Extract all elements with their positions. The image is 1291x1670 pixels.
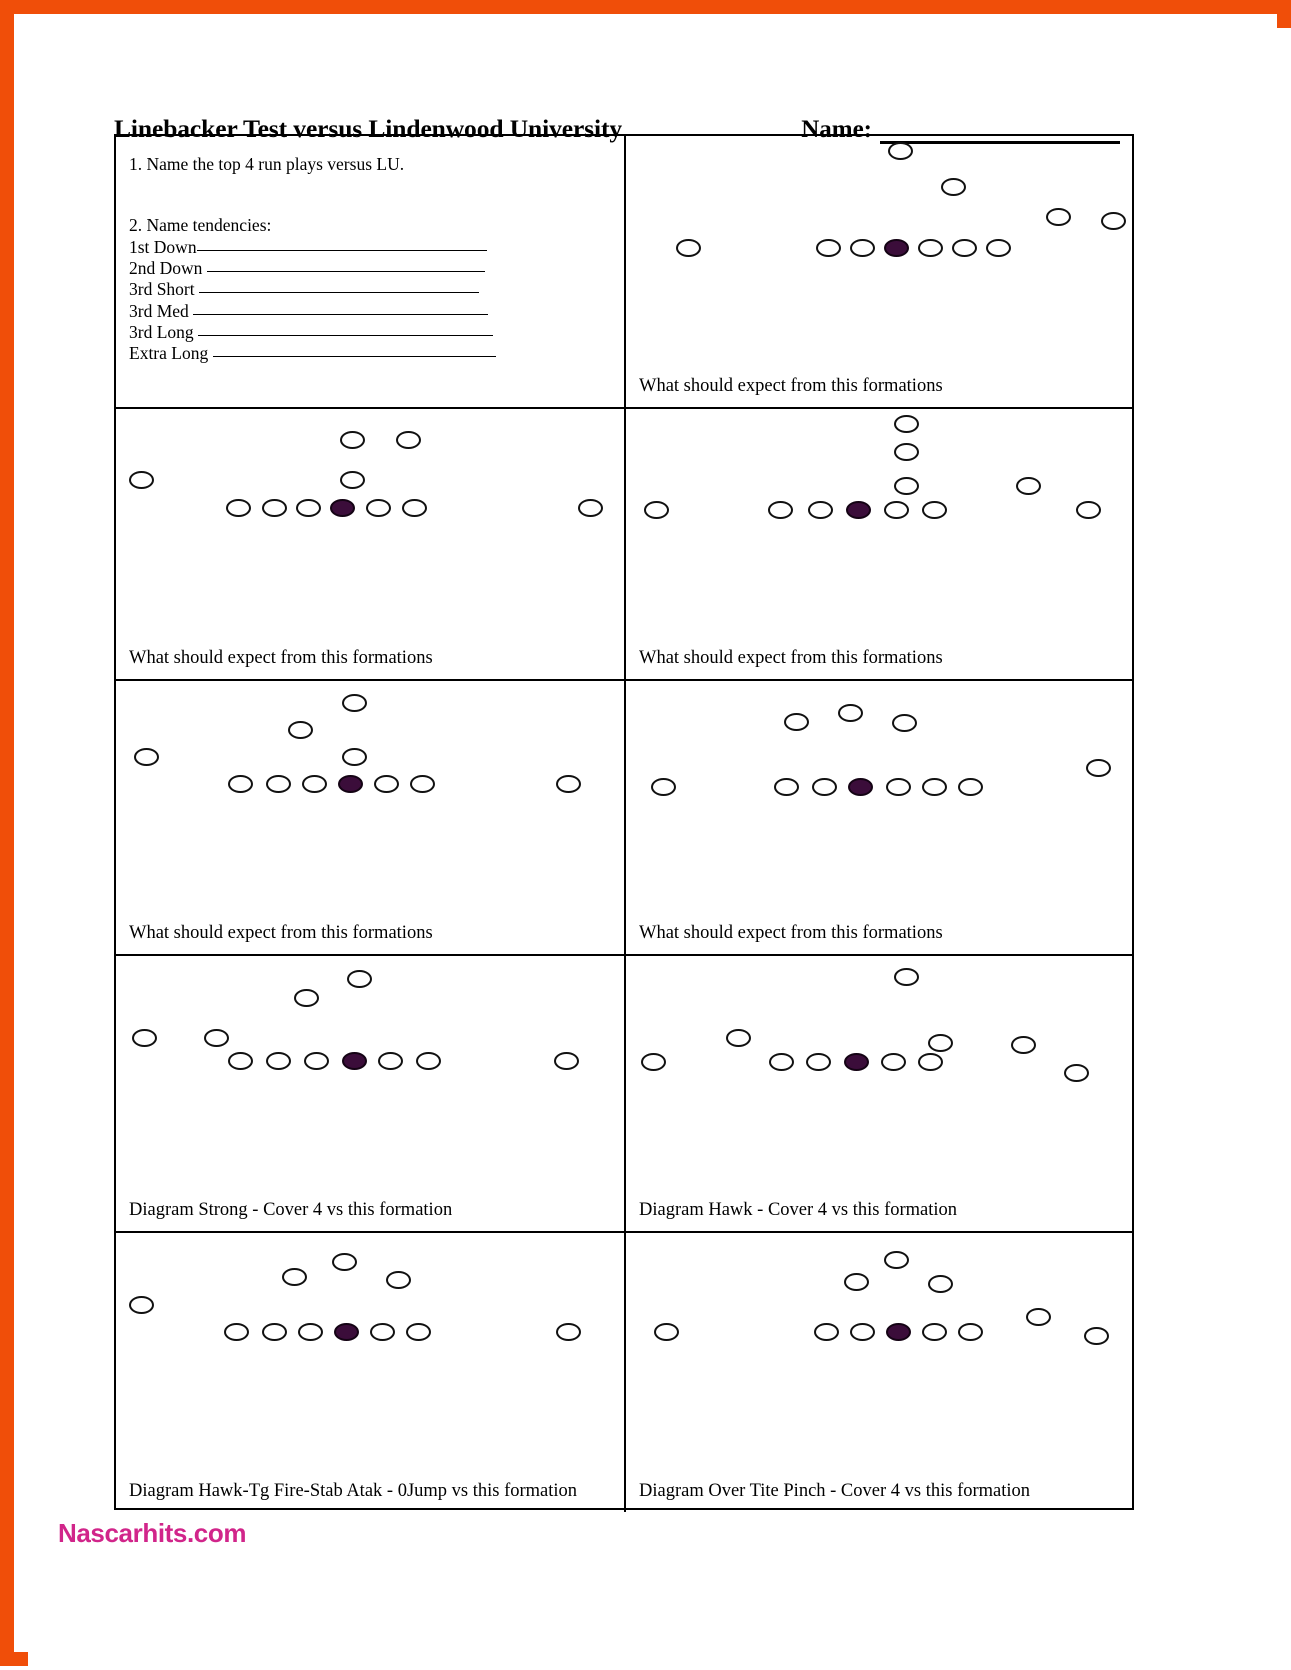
tendency-blank[interactable] — [213, 344, 496, 357]
formation-prompt-6: Diagram Strong - Cover 4 vs this formation — [129, 1200, 453, 1220]
formation-diagram-8[interactable] — [116, 1233, 624, 1512]
tendency-row-3rd-med — [129, 301, 614, 322]
cell-formation-8 — [116, 1233, 626, 1512]
player-marker — [370, 1323, 395, 1341]
tendency-blank[interactable] — [193, 302, 488, 315]
formation-diagram-5[interactable] — [626, 681, 1132, 954]
player-marker — [922, 778, 947, 796]
player-marker — [374, 775, 399, 793]
cell-formation-4 — [116, 681, 626, 954]
formation-diagram-9[interactable] — [626, 1233, 1132, 1512]
tendency-blank[interactable] — [197, 238, 487, 251]
player-marker — [952, 239, 977, 257]
cell-formation-1 — [626, 136, 1132, 407]
formation-prompt-3: What should expect from this formations — [639, 648, 943, 668]
player-marker — [556, 775, 581, 793]
player-marker — [814, 1323, 839, 1341]
tendency-label: Extra Long — [129, 343, 213, 364]
player-marker — [941, 178, 966, 196]
player-marker — [282, 1268, 307, 1286]
player-marker — [928, 1275, 953, 1293]
grid-row-2 — [116, 409, 1132, 681]
player-marker — [769, 1053, 794, 1071]
name-label: Name: — [801, 116, 872, 143]
player-marker — [298, 1323, 323, 1341]
cell-questions — [116, 136, 626, 407]
player-marker — [406, 1323, 431, 1341]
grid-row-4 — [116, 956, 1132, 1233]
player-marker — [366, 499, 391, 517]
player-marker — [342, 694, 367, 712]
player-marker — [1101, 212, 1126, 230]
player-marker — [262, 1323, 287, 1341]
player-marker — [884, 1251, 909, 1269]
formation-prompt-4: What should expect from this formations — [129, 923, 433, 943]
cell-formation-2 — [116, 409, 626, 679]
player-marker — [342, 748, 367, 766]
player-marker — [958, 778, 983, 796]
player-marker — [928, 1034, 953, 1052]
grid-row-5 — [116, 1233, 1132, 1512]
formation-prompt-1: What should expect from this formations — [639, 376, 943, 396]
player-marker — [918, 239, 943, 257]
site-watermark: Nascarhits.com — [58, 1518, 247, 1548]
player-marker — [1086, 759, 1111, 777]
player-marker — [838, 704, 863, 722]
tendency-blank[interactable] — [199, 280, 479, 293]
player-marker — [922, 1323, 947, 1341]
page-title: Linebacker Test versus Lindenwood University — [114, 114, 623, 143]
tendency-row-3rd-short — [129, 279, 614, 300]
player-marker — [416, 1052, 441, 1070]
player-marker — [892, 714, 917, 732]
tendency-blank[interactable] — [207, 259, 485, 272]
player-marker — [340, 431, 365, 449]
player-marker — [129, 471, 154, 489]
player-marker — [340, 471, 365, 489]
player-marker — [986, 239, 1011, 257]
player-marker — [1084, 1327, 1109, 1345]
player-marker — [332, 1253, 357, 1271]
player-marker — [894, 415, 919, 433]
tendency-label: 1st Down — [129, 236, 197, 257]
player-marker — [894, 477, 919, 495]
formation-prompt-5: What should expect from this formations — [639, 923, 943, 943]
question-2: 2. Name tendencies: — [129, 215, 272, 236]
cell-formation-5 — [626, 681, 1132, 954]
player-marker — [644, 501, 669, 519]
formation-prompt-2: What should expect from this formations — [129, 648, 433, 668]
player-marker — [808, 501, 833, 519]
player-marker — [262, 499, 287, 517]
player-marker — [228, 775, 253, 793]
player-marker — [378, 1052, 403, 1070]
player-marker — [816, 239, 841, 257]
player-marker — [784, 713, 809, 731]
player-marker — [1011, 1036, 1036, 1054]
player-marker — [386, 1271, 411, 1289]
player-marker — [556, 1323, 581, 1341]
player-marker — [844, 1273, 869, 1291]
cell-formation-6 — [116, 956, 626, 1231]
player-marker — [294, 989, 319, 1007]
player-marker — [132, 1029, 157, 1047]
player-marker-ball — [338, 775, 363, 793]
player-marker — [410, 775, 435, 793]
player-marker — [888, 142, 913, 160]
player-marker — [894, 968, 919, 986]
cell-formation-3 — [626, 409, 1132, 679]
player-marker — [812, 778, 837, 796]
cell-formation-7 — [626, 956, 1132, 1231]
formation-diagram-6[interactable] — [116, 956, 624, 1231]
player-marker — [266, 775, 291, 793]
player-marker — [396, 431, 421, 449]
player-marker — [850, 239, 875, 257]
player-marker — [1046, 208, 1071, 226]
tendency-row-1st-down — [129, 237, 614, 258]
player-marker — [134, 748, 159, 766]
player-marker — [768, 501, 793, 519]
question-1: 1. Name the top 4 run plays versus LU. — [129, 154, 405, 174]
player-marker — [886, 778, 911, 796]
formation-prompt-9: Diagram Over Tite Pinch - Cover 4 vs this formation — [639, 1481, 1031, 1501]
tendency-label: 3rd Long — [129, 322, 199, 343]
player-marker — [641, 1053, 666, 1071]
tendency-row-3rd-long — [129, 322, 614, 343]
tendency-label: 3rd Short — [129, 279, 199, 300]
player-marker — [806, 1053, 831, 1071]
worksheet-sheet — [32, 32, 1291, 1670]
player-marker — [958, 1323, 983, 1341]
player-marker — [226, 499, 251, 517]
player-marker — [304, 1052, 329, 1070]
tendency-row-2nd-down — [129, 258, 614, 279]
formation-diagram-4[interactable] — [116, 681, 624, 954]
player-marker — [554, 1052, 579, 1070]
player-marker-ball — [330, 499, 355, 517]
player-marker — [918, 1053, 943, 1071]
player-marker — [922, 501, 947, 519]
player-marker — [1026, 1308, 1051, 1326]
page-inner-frame — [28, 28, 1291, 1666]
player-marker — [881, 1053, 906, 1071]
player-marker — [402, 499, 427, 517]
questions-block — [129, 154, 614, 365]
player-marker — [347, 970, 372, 988]
player-marker — [774, 778, 799, 796]
formation-diagram-2[interactable] — [116, 409, 624, 679]
player-marker-ball — [844, 1053, 869, 1071]
tendency-blank[interactable] — [198, 323, 493, 336]
worksheet-grid — [114, 134, 1134, 1510]
player-marker-ball — [884, 239, 909, 257]
player-marker — [884, 501, 909, 519]
player-marker-ball — [848, 778, 873, 796]
formation-diagram-1[interactable] — [626, 136, 1132, 407]
player-marker — [1016, 477, 1041, 495]
player-marker — [850, 1323, 875, 1341]
player-marker — [676, 239, 701, 257]
player-marker — [228, 1052, 253, 1070]
formation-diagram-3[interactable] — [626, 409, 1132, 679]
tendency-label: 3rd Med — [129, 300, 194, 321]
player-marker — [129, 1296, 154, 1314]
grid-row-3 — [116, 681, 1132, 956]
player-marker-ball — [342, 1052, 367, 1070]
player-marker — [288, 721, 313, 739]
question-spacer — [129, 175, 614, 215]
player-marker — [302, 775, 327, 793]
player-marker-ball — [886, 1323, 911, 1341]
player-marker — [266, 1052, 291, 1070]
cell-formation-9 — [626, 1233, 1132, 1512]
player-marker-ball — [846, 501, 871, 519]
formation-diagram-7[interactable] — [626, 956, 1132, 1231]
grid-row-1 — [116, 136, 1132, 409]
player-marker — [651, 778, 676, 796]
player-marker — [204, 1029, 229, 1047]
player-marker — [1064, 1064, 1089, 1082]
formation-prompt-7: Diagram Hawk - Cover 4 vs this formation — [639, 1200, 958, 1220]
tendency-row-extra-long — [129, 343, 614, 364]
player-marker — [578, 499, 603, 517]
player-marker — [726, 1029, 751, 1047]
player-marker-ball — [334, 1323, 359, 1341]
tendency-label: 2nd Down — [129, 258, 207, 279]
player-marker — [296, 499, 321, 517]
player-marker — [1076, 501, 1101, 519]
player-marker — [654, 1323, 679, 1341]
player-marker — [894, 443, 919, 461]
formation-prompt-8: Diagram Hawk-Tg Fire-Stab Atak - 0Jump vs this formation — [129, 1481, 578, 1501]
player-marker — [224, 1323, 249, 1341]
